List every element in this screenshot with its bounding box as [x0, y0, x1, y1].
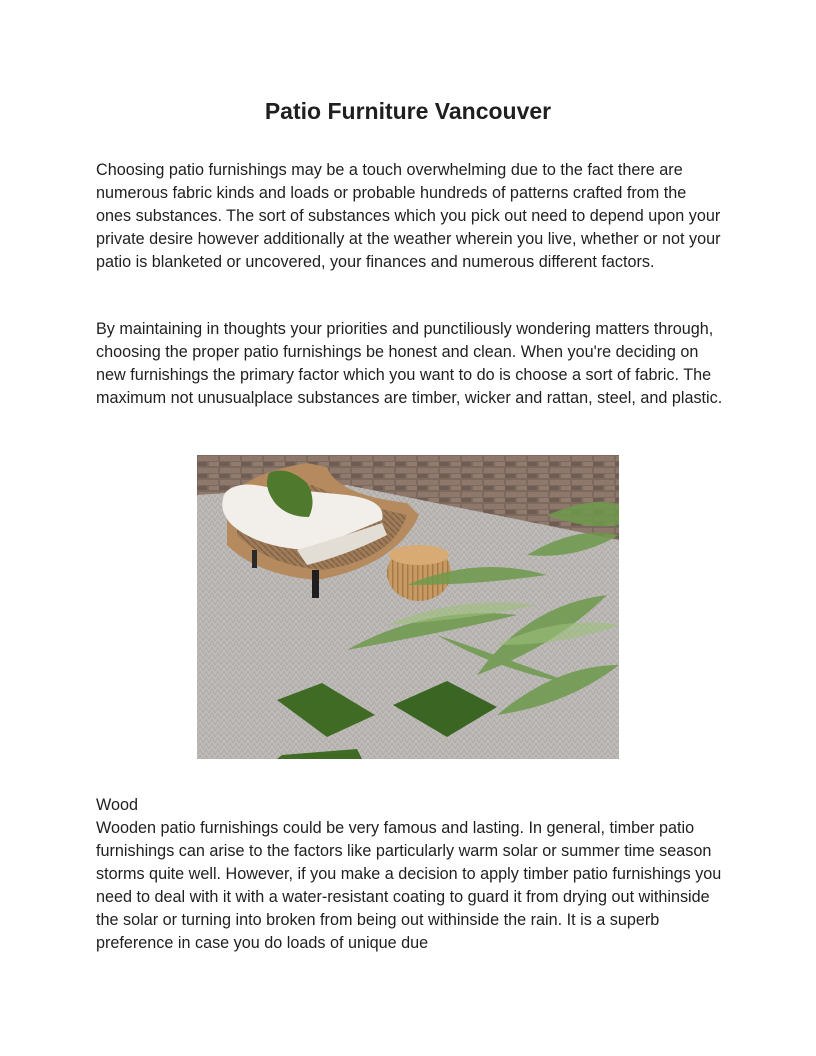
page-title: Patio Furniture Vancouver	[264, 98, 552, 124]
section-heading-wood: Wood	[96, 796, 138, 814]
wood-paragraph: Wooden patio furnishings could be very famous and lasting. In general, timber patio furnishings can arise to the factors like particularly warm solar or summer time season storms quite well. However, if you make a decision to apply timber patio furnishings you need to deal with it with a water-resistant coating to guard it from drying out withinside the solar or turning into broken from being out withinside the rain. It is a superb preference in case you do loads of unique due	[96, 819, 722, 952]
intro-paragraph: Choosing patio furnishings may be a touch overwhelming due to the fact there are numerous fabric kinds and loads or probable hundreds of patterns crafted from the ones substances. The sort of substances which you pick out need to depend upon your private desire however additionally at the weather wherein you live, whether or not your patio is blanketed or uncovered, your finances and numerous different factors.	[96, 161, 721, 271]
patio-photo-illustration	[197, 455, 619, 759]
patio-furniture-photo	[197, 455, 619, 759]
priorities-paragraph: By maintaining in thoughts your priorities and punctiliously wondering matters through, choosing the proper patio furnishings be honest and clean. When you're deciding on new furnishings the primary factor which you want to do is choose a sort of fabric. The maximum not unusualplace substances are timber, wicker and rattan, steel, and plastic.	[96, 320, 723, 407]
